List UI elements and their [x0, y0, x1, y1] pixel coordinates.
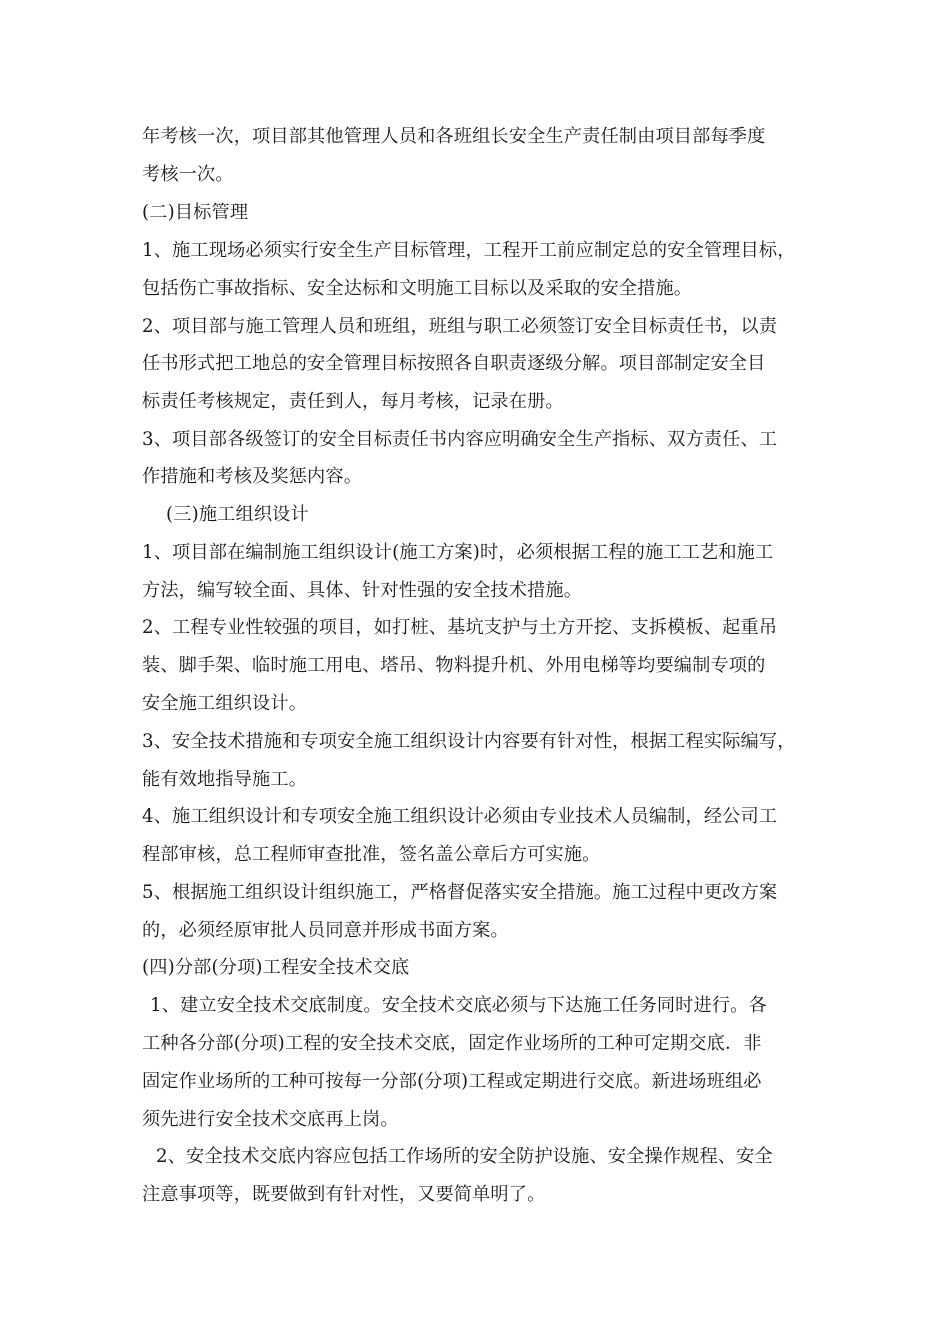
text-line: 安全施工组织设计。: [142, 693, 308, 714]
text-line: 标责任考核规定，责任到人，每月考核，记录在册。: [142, 391, 564, 412]
text-line: 方法，编写较全面、具体、针对性强的安全技术措施。: [142, 580, 583, 601]
text-line: 能有效地指导施工。: [142, 769, 308, 790]
text-line: 1、项目部在编制施工组织设计(施工方案)时，必须根据工程的施工工艺和施工: [142, 542, 774, 563]
text-line: 3、安全技术措施和专项安全施工组织设计内容要有针对性，根据工程实际编写，: [142, 731, 796, 752]
text-line: 程部审核，总工程师审查批准，签名盖公章后方可实施。: [142, 844, 601, 865]
text-line: 工种各分部(分项)工程的安全技术交底，固定作业场所的工种可定期交底．非: [142, 1033, 762, 1054]
text-line: 5、根据施工组织设计组织施工，严格督促落实安全措施。施工过程中更改方案: [142, 882, 778, 903]
text-line: 作措施和考核及奖惩内容。: [142, 466, 363, 487]
text-line: 包括伤亡事故指标、安全达标和文明施工目标以及采取的安全措施。: [142, 278, 693, 299]
text-line: 注意事项等，既要做到有针对性，又要简单明了。: [142, 1184, 546, 1205]
text-line: 1、建立安全技术交底制度。安全技术交底必须与下达施工任务同时进行。各: [150, 995, 767, 1016]
text-line: 3、项目部各级签订的安全目标责任书内容应明确安全生产指标、双方责任、工: [142, 429, 778, 450]
text-line: 须先进行安全技术交底再上岗。: [142, 1109, 399, 1130]
text-line: 的，必须经原审批人员同意并形成书面方案。: [142, 920, 509, 941]
section-heading: (二)目标管理: [142, 202, 249, 223]
text-line: 装、脚手架、临时施工用电、塔吊、物料提升机、外用电梯等均要编制专项的: [142, 655, 766, 676]
section-heading: (三)施工组织设计: [166, 504, 309, 525]
text-line: 4、施工组织设计和专项安全施工组织设计必须由专业技术人员编制，经公司工: [142, 806, 778, 827]
text-line: 2、安全技术交底内容应包括工作场所的安全防护设施、安全操作规程、安全: [156, 1146, 773, 1167]
text-line: 年考核一次，项目部其他管理人员和各班组长安全生产责任制由项目部每季度: [142, 126, 766, 147]
text-line: 2、工程专业性较强的项目，如打桩、基坑支护与土方开挖、支拆模板、起重吊: [142, 617, 778, 638]
text-line: 固定作业场所的工种可按每一分部(分项)工程或定期进行交底。新进场班组必: [142, 1071, 762, 1092]
section-heading: (四)分部(分项)工程安全技术交底: [142, 957, 410, 978]
text-line: 任书形式把工地总的安全管理目标按照各自职责逐级分解。项目部制定安全目: [142, 353, 766, 374]
text-line: 1、施工现场必须实行安全生产目标管理，工程开工前应制定总的安全管理目标，: [142, 240, 796, 261]
text-line: 考核一次。: [142, 164, 234, 185]
text-line: 2、项目部与施工管理人员和班组，班组与职工必须签订安全目标责任书，以责: [142, 316, 778, 337]
